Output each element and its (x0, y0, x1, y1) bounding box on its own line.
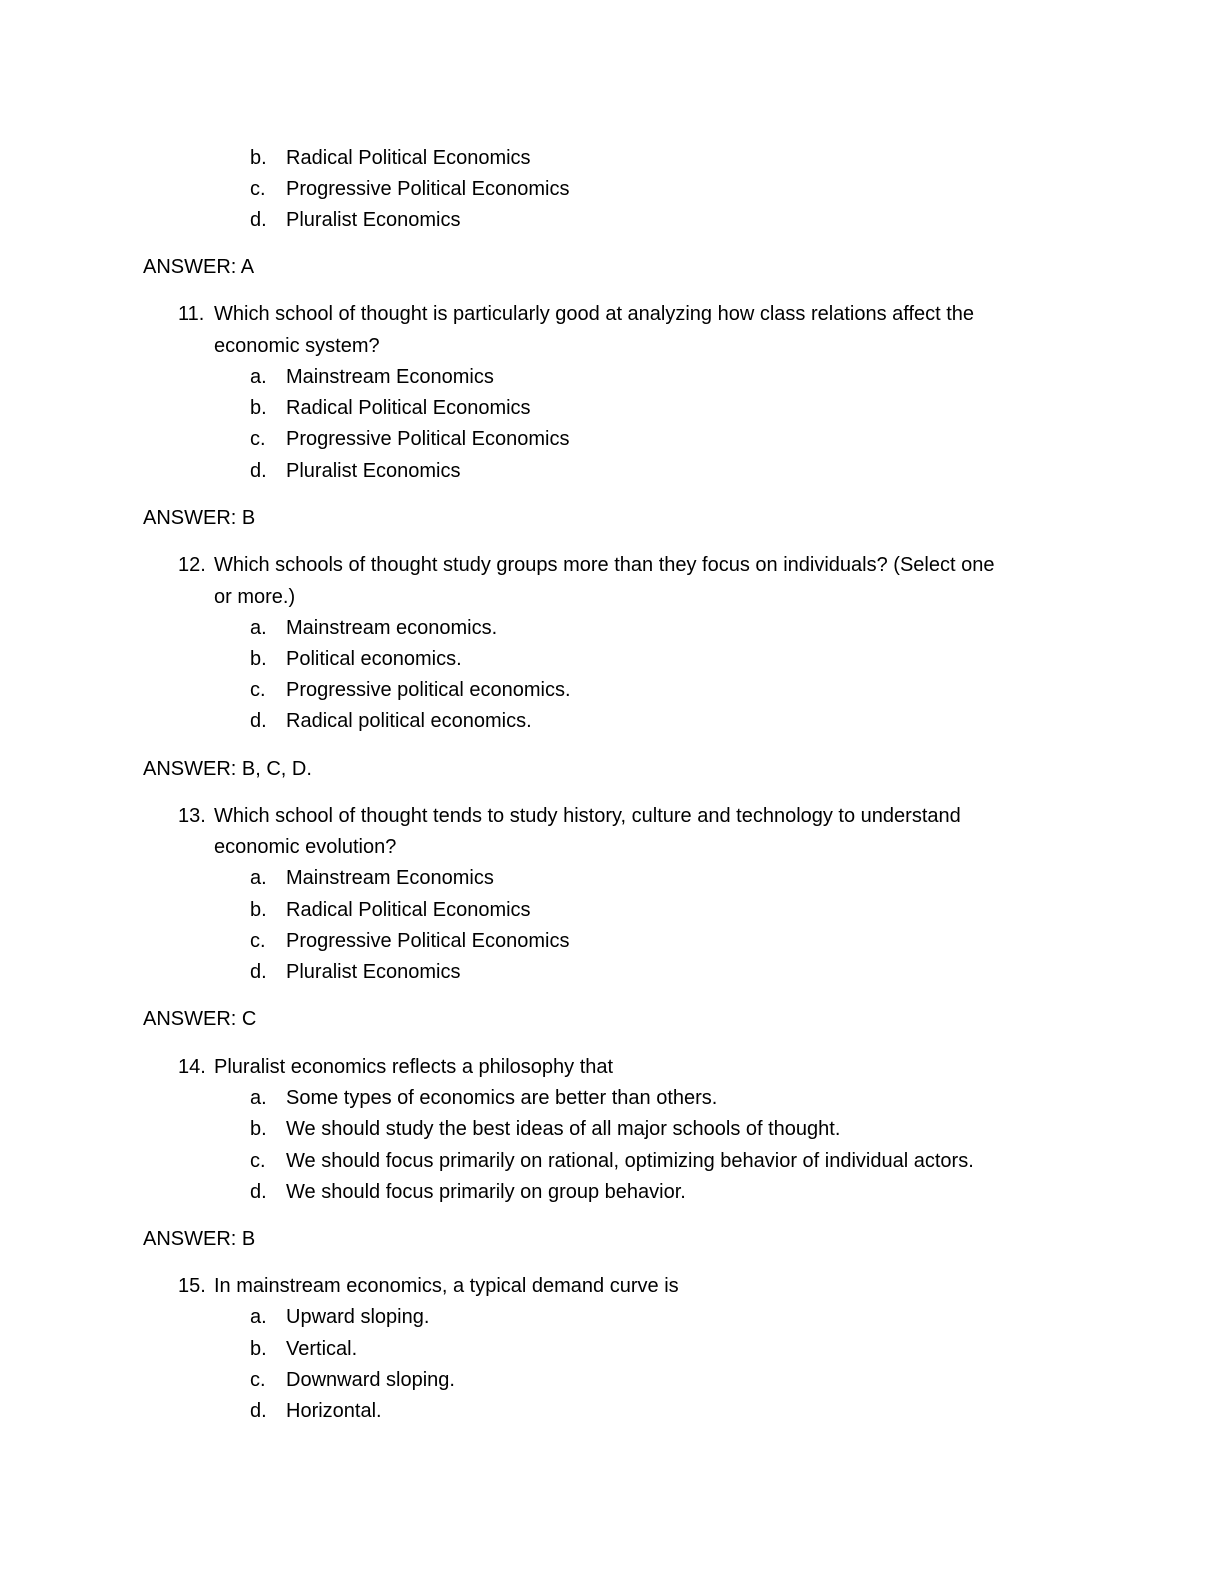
option-text: Radical Political Economics (286, 147, 531, 169)
question-text: In mainstream economics, a typical demand curve is (214, 1275, 679, 1297)
option-letter: c. (250, 178, 266, 200)
option-text: Pluralist Economics (286, 961, 461, 983)
question-text: Which school of thought tends to study history, culture and technology to understand (214, 805, 961, 827)
option-letter: a. (250, 1087, 267, 1109)
option-letter: a. (250, 1306, 267, 1328)
option-text: Progressive Political Economics (286, 178, 570, 200)
option-text: Mainstream economics. (286, 617, 498, 639)
option-text: Upward sloping. (286, 1306, 430, 1328)
question-number: 14. (178, 1056, 206, 1078)
question-text: or more.) (214, 586, 296, 608)
option-letter: d. (250, 460, 267, 482)
option-letter: a. (250, 617, 267, 639)
option-text: Downward sloping. (286, 1369, 455, 1391)
answer-text: ANSWER: A (143, 256, 255, 278)
option-text: Radical political economics. (286, 710, 532, 732)
option-text: Mainstream Economics (286, 366, 494, 388)
option-text: Progressive political economics. (286, 679, 571, 701)
question-text: economic evolution? (214, 836, 397, 858)
option-letter: a. (250, 366, 267, 388)
option-letter: b. (250, 397, 267, 419)
option-letter: c. (250, 679, 266, 701)
answer-text: ANSWER: B, C, D. (143, 758, 312, 780)
option-text: Progressive Political Economics (286, 930, 570, 952)
option-letter: c. (250, 1369, 266, 1391)
option-letter: b. (250, 648, 267, 670)
option-letter: b. (250, 899, 267, 921)
option-text: Some types of economics are better than others. (286, 1087, 718, 1109)
option-text: Progressive Political Economics (286, 428, 570, 450)
option-letter: d. (250, 961, 267, 983)
option-letter: a. (250, 867, 267, 889)
option-letter: d. (250, 209, 267, 231)
option-text: We should focus primarily on group behavior. (286, 1181, 686, 1203)
option-letter: d. (250, 1400, 267, 1422)
option-text: Mainstream Economics (286, 867, 494, 889)
option-text: Pluralist Economics (286, 209, 461, 231)
option-text: We should study the best ideas of all major schools of thought. (286, 1118, 841, 1140)
question-text: Which schools of thought study groups more than they focus on individuals? (Select one (214, 554, 995, 576)
option-text: Political economics. (286, 648, 462, 670)
option-letter: d. (250, 1181, 267, 1203)
option-letter: b. (250, 1338, 267, 1360)
option-letter: b. (250, 147, 267, 169)
option-text: Vertical. (286, 1338, 358, 1360)
option-text: Radical Political Economics (286, 899, 531, 921)
option-letter: c. (250, 428, 266, 450)
question-text: Pluralist economics reflects a philosophy that (214, 1056, 614, 1078)
option-letter: c. (250, 1150, 266, 1172)
question-number: 13. (178, 805, 206, 827)
question-number: 12. (178, 554, 206, 576)
question-number: 15. (178, 1275, 206, 1297)
option-letter: d. (250, 710, 267, 732)
option-text: Horizontal. (286, 1400, 382, 1422)
question-text: economic system? (214, 335, 380, 357)
question-number: 11. (178, 303, 205, 325)
option-letter: c. (250, 930, 266, 952)
question-text: Which school of thought is particularly good at analyzing how class relations affect the (214, 303, 975, 325)
option-text: Pluralist Economics (286, 460, 461, 482)
answer-text: ANSWER: B (143, 1228, 256, 1250)
answer-text: ANSWER: C (143, 1008, 257, 1030)
option-text: Radical Political Economics (286, 397, 531, 419)
option-letter: b. (250, 1118, 267, 1140)
option-text: We should focus primarily on rational, optimizing behavior of individual actors. (286, 1150, 974, 1172)
answer-text: ANSWER: B (143, 507, 256, 529)
